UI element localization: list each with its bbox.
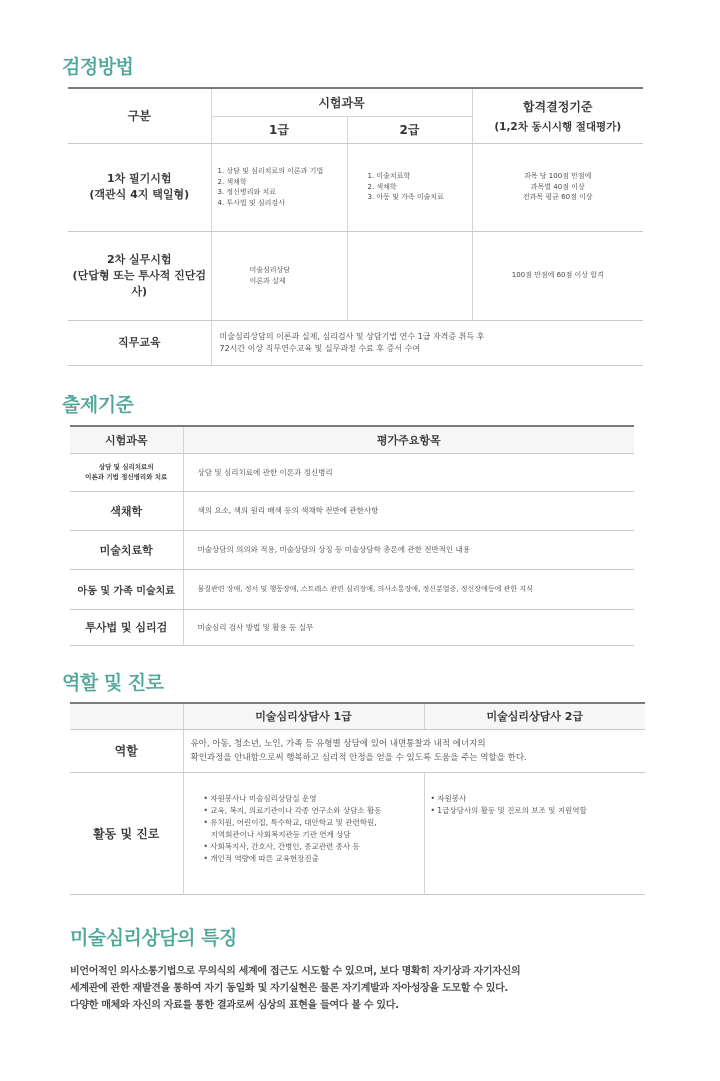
list-item: • 유치원, 어린이집, 특수학교, 대안학교 및 관련학원, xyxy=(203,817,377,827)
desc-cell: 색의 요소, 색의 원리 배색 등의 색채학 전반에 관한사항 xyxy=(183,491,634,530)
list-item: 과목별 40점 이상 xyxy=(530,182,585,191)
role-label: 역할 xyxy=(70,729,183,772)
subject-cell: 투사법 및 심리검 xyxy=(70,609,183,645)
row-label-sub: (단답형 또는 투사적 진단검사) xyxy=(72,268,206,298)
header-subjects: 시험과목 xyxy=(211,88,472,116)
list-item: 이론과 실제 xyxy=(249,276,286,285)
row-label-main: 1차 필기시험 xyxy=(106,172,172,185)
row-label-main: 2차 실무시험 xyxy=(106,252,172,266)
grade1-cell xyxy=(211,143,347,231)
header-grade2: 2급 xyxy=(347,116,472,143)
role-text xyxy=(183,729,645,772)
exam-method-table xyxy=(68,87,643,366)
table-row xyxy=(68,231,643,320)
exam-method-title: 검정방법 xyxy=(62,56,134,78)
text-line: 세계관에 관한 재발견을 통하여 자기 동일화 및 자기실현은 물론 자기계발과 자아성장을 도모할 수 있다. xyxy=(70,983,508,994)
grade2-activities xyxy=(424,772,645,894)
list-item: 과목 당 100점 만점에 xyxy=(524,172,592,181)
list-item: • 자원봉사나 미술심리상담실 운영 xyxy=(203,793,317,803)
subject-cell: 아동 및 가족 미술치료 xyxy=(70,569,183,609)
activity-label: 활동 및 진로 xyxy=(70,772,183,894)
table-row xyxy=(70,609,634,645)
careers-title: 역할 및 진로 xyxy=(62,672,164,694)
list-item: 2. 색채학 xyxy=(367,182,397,191)
row-label-sub: (객관식 4지 택일형) xyxy=(89,188,190,201)
list-item: • 개인적 역량에 따른 교육현장진출 xyxy=(203,853,319,863)
grade1-cell xyxy=(211,231,347,320)
subject-line: 상담 및 심리치료의 xyxy=(98,463,154,471)
pass-criteria-sub: (1,2차 동시시행 절대평가) xyxy=(494,120,622,133)
desc-cell: 미술심리 검사 방법 및 활용 등 실무 xyxy=(183,609,634,645)
subject-line: 이론과 기법 정신병리와 치료 xyxy=(85,473,168,481)
row-label: 직무교육 xyxy=(68,320,211,365)
list-item: • 1급상담사의 활동 및 진로의 보조 및 지원역할 xyxy=(430,805,587,815)
table-row xyxy=(70,453,634,491)
criteria-cell xyxy=(472,143,643,231)
header-category: 구분 xyxy=(68,88,211,143)
list-item: 1. 상담 및 심리치료의 이론과 기법 xyxy=(217,167,324,175)
row-label xyxy=(68,143,211,231)
pass-criteria-label: 합격결정기준 xyxy=(522,99,593,114)
header-pass-criteria xyxy=(472,88,643,143)
header-items: 평가주요항목 xyxy=(183,426,634,453)
table-row xyxy=(70,491,634,530)
grade2-cell xyxy=(347,143,472,231)
list-item: 4. 투사법 및 심리검사 xyxy=(217,198,285,207)
careers-table xyxy=(70,702,645,895)
subject-cell: 색채학 xyxy=(70,491,183,530)
text-line: 다양한 매체와 자신의 자료를 통한 결과로써 심상의 표현을 들여다 볼 수 있다. xyxy=(70,1000,399,1011)
grade2-cell xyxy=(347,231,472,320)
header-empty xyxy=(70,703,183,729)
list-item: 전과목 평균 60점 이상 xyxy=(522,193,593,202)
header-subject: 시험과목 xyxy=(70,426,183,453)
table-row xyxy=(70,530,634,569)
list-item: 3. 아동 및 가족 미술치료 xyxy=(367,193,444,202)
table-row xyxy=(70,772,645,894)
list-item: 2. 색채학 xyxy=(217,177,247,186)
subject-cell xyxy=(70,453,183,491)
features-text xyxy=(70,963,650,1014)
list-item: 미술심리상담 xyxy=(249,266,291,274)
list-item: 3. 정신병리와 치료 xyxy=(217,188,276,196)
desc-cell: 상담 및 심리치료에 관한 이론과 정신병리 xyxy=(183,453,634,491)
table-row xyxy=(68,143,643,231)
header-grade1: 1급 xyxy=(211,116,347,143)
job-training-text xyxy=(211,320,643,365)
criteria-cell xyxy=(472,231,643,320)
subject-cell: 미술치료학 xyxy=(70,530,183,569)
list-item: 지역회관이나 사회복지관등 기관 연계 상담 xyxy=(203,829,351,839)
row-label xyxy=(68,231,211,320)
list-item: 1. 미술치료학 xyxy=(367,172,411,181)
grade1-activities xyxy=(183,772,424,894)
table-row xyxy=(70,569,634,609)
table-row xyxy=(70,729,645,772)
table-row xyxy=(68,320,643,365)
list-item: • 교육, 복지, 의료기관이나 각종 연구소와 상담소 활동 xyxy=(203,805,382,815)
text-line: 확인과정을 안내함으로써 행복하고 심리적 안정을 얻을 수 있도록 도움을 주는 역할을 한다. xyxy=(190,752,527,763)
features-title: 미술심리상담의 특징 xyxy=(70,927,237,949)
text-line: 72시간 이상 직무연수교육 및 실무과정 수료 후 증서 수여 xyxy=(219,343,421,353)
header-grade1: 미술심리상담사 1급 xyxy=(183,703,424,729)
text-line: 미술심리상담의 이론과 실제, 심리검사 및 상담기법 연수 1급 자격증 취득 후 xyxy=(219,331,485,341)
header-grade2: 미술심리상담사 2급 xyxy=(424,703,645,729)
desc-cell: 물질관련 장애, 정서 및 행동장애, 스트레스 관련 심리장애, 의사소통장애, 정신분열증, 정신장애등에 관한 지식 xyxy=(183,569,634,609)
criteria-title: 출제기준 xyxy=(62,394,134,416)
list-item: • 자원봉사 xyxy=(430,793,467,803)
text-line: 비언어적인 의사소통기법으로 무의식의 세계에 접근도 시도할 수 있으며, 보다 명확히 자기상과 자기자신의 xyxy=(70,966,521,977)
desc-cell: 미술상담의 의의와 적용, 미술상담의 상징 등 미술상담학 총론에 관한 전반적인 내용 xyxy=(183,530,634,569)
criteria-table xyxy=(70,425,634,646)
list-item: • 사회복지사, 간호사, 간병인, 종교관련 종사 등 xyxy=(203,841,360,851)
text-line: 유아, 아동, 청소년, 노인, 가족 등 유형별 상담에 있어 내면통찰과 내적 에너지의 xyxy=(190,738,486,749)
list-item: 100점 만점에 60점 이상 합격 xyxy=(511,271,604,280)
